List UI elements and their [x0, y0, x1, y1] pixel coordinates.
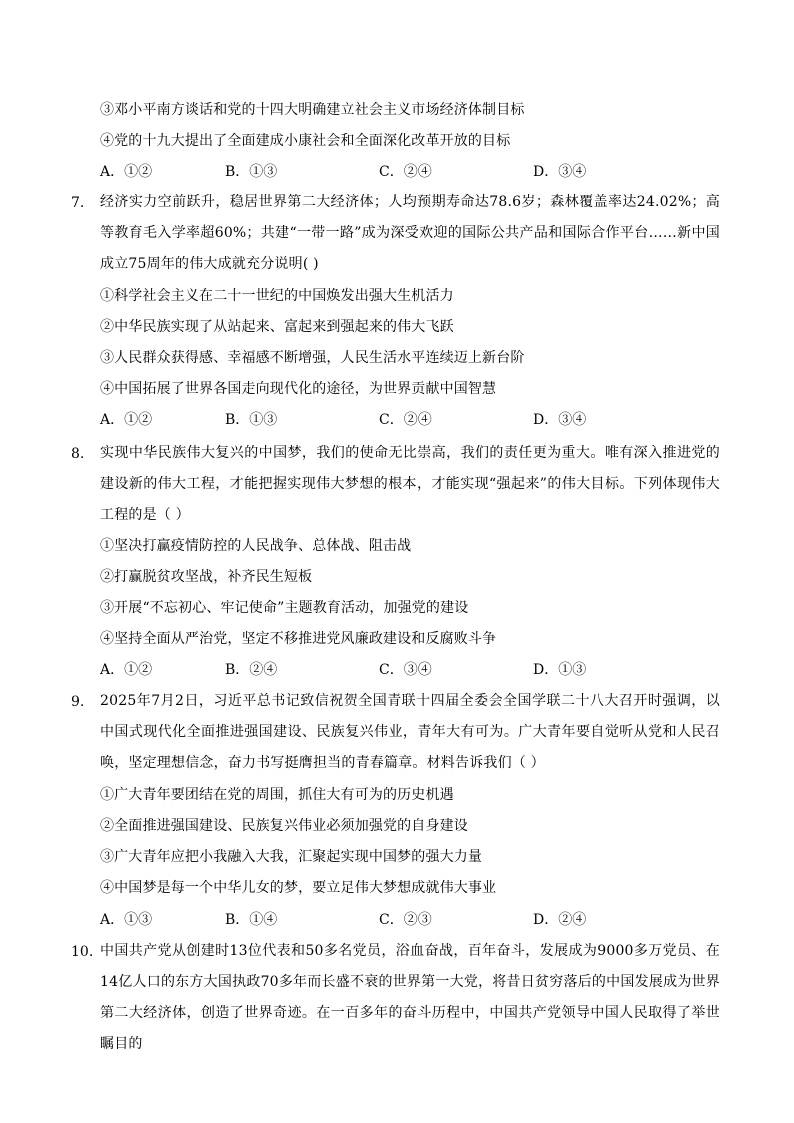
q7-item-1: ①科学社会主义在二十一世纪的中国焕发出强大生机活力	[100, 288, 454, 304]
q9-options	[100, 911, 700, 929]
q9-item-1: ①广大青年要团结在党的周围，抓住大有可为的历史机遇	[100, 787, 454, 803]
q8-option-a[interactable]: A．①②	[100, 662, 153, 678]
q8-stem: 实现中华民族伟大复兴的中国梦，我们的使命无比崇高，我们的责任更为重大。唯有深入推进党的建设新的伟大工程，才能把握实现伟大梦想的根本，才能实现“强起来”的伟大目标。下列体现伟大工程的是（ ）	[100, 445, 720, 523]
q7-item-3: ③人民群众获得感、幸福感不断增强，人民生活水平连续迈上新台阶	[100, 350, 525, 366]
q9-item-2: ②全面推进强国建设、民族复兴伟业必须加强党的自身建设	[100, 818, 468, 834]
q7-option-b[interactable]: B．①③	[225, 412, 278, 428]
q9-option-d[interactable]: D．②④	[533, 912, 587, 928]
q6-option-b[interactable]: B．①③	[225, 164, 278, 180]
q9-item-4: ④中国梦是每一个中华儿女的梦，要立足伟大梦想成就伟大事业	[100, 880, 497, 896]
q9-option-a[interactable]: A．①③	[100, 912, 153, 928]
q8-option-d[interactable]: D．①③	[533, 662, 587, 678]
q9-option-c[interactable]: C．②③	[379, 912, 432, 928]
q9-number: 9.	[71, 694, 85, 710]
q8-item-3: ③开展“不忘初心、牢记使命”主题教育活动，加强党的建设	[100, 600, 469, 616]
q6-option-c[interactable]: C．②④	[379, 164, 432, 180]
q6-option-a[interactable]: A．①②	[100, 164, 153, 180]
q9-item-3: ③广大青年应把小我融入大我，汇聚起实现中国梦的强大力量	[100, 849, 483, 865]
q7-option-d[interactable]: D．③④	[533, 412, 587, 428]
q8-item-2: ②打赢脱贫攻坚战，补齐民生短板	[100, 569, 313, 585]
q8-item-1: ①坚决打赢疫情防控的人民战争、总体战、阻击战	[100, 538, 412, 554]
q6-option-d[interactable]: D．③④	[533, 164, 587, 180]
q7-number: 7.	[71, 195, 85, 211]
q10-stem: 中国共产党从创建时13位代表和50多名党员，浴血奋战，百年奋斗，发展成为9000多万党员、在14亿人口的东方大国执政70多年而长盛不衰的世界第一大党，将昔日贫穷落后的中国发展成为世界第二大经济体，创造了世界奇迹。在一百多年的奋斗历程中，中国共产党领导中国人民取得了举世瞩目的	[100, 943, 720, 1052]
q10-number: 10.	[71, 944, 94, 960]
q6-item-3: ③邓小平南方谈话和党的十四大明确建立社会主义市场经济体制目标	[100, 102, 525, 118]
q8-options	[100, 661, 700, 679]
q8-option-b[interactable]: B．②④	[225, 662, 278, 678]
q8-number: 8.	[71, 446, 85, 462]
q8-item-4: ④坚持全面从严治党，坚定不移推进党风廉政建设和反腐败斗争	[100, 631, 497, 647]
q7-item-2: ②中华民族实现了从站起来、富起来到强起来的伟大飞跃	[100, 319, 454, 335]
q7-stem: 经济实力空前跃升，稳居世界第二大经济体；人均预期寿命达78.6岁；森林覆盖率达24.02%；高等教育毛入学率超60%；共建“一带一路”成为深受欢迎的国际公共产品和国际合作平台……新中国成立75周年的伟大成就充分说明( )	[100, 194, 720, 272]
q6-options	[100, 163, 700, 181]
q9-option-b[interactable]: B．①④	[225, 912, 278, 928]
q9-stem: 2025年7月2日，习近平总书记致信祝贺全国青联十四届全委会全国学联二十八大召开时强调，以中国式现代化全面推进强国建设、民族复兴伟业，青年大有可为。广大青年要自觉听从党和人民召唤，坚定理想信念，奋力书写挺膺担当的青春篇章。材料告诉我们（ ）	[100, 693, 720, 771]
q7-option-c[interactable]: C．②④	[379, 412, 432, 428]
q7-options	[100, 411, 700, 429]
q7-option-a[interactable]: A．①②	[100, 412, 153, 428]
q8-option-c[interactable]: C．③④	[379, 662, 432, 678]
q6-item-4: ④党的十九大提出了全面建成小康社会和全面深化改革开放的目标	[100, 133, 511, 149]
q7-item-4: ④中国拓展了世界各国走向现代化的途径，为世界贡献中国智慧	[100, 381, 497, 397]
